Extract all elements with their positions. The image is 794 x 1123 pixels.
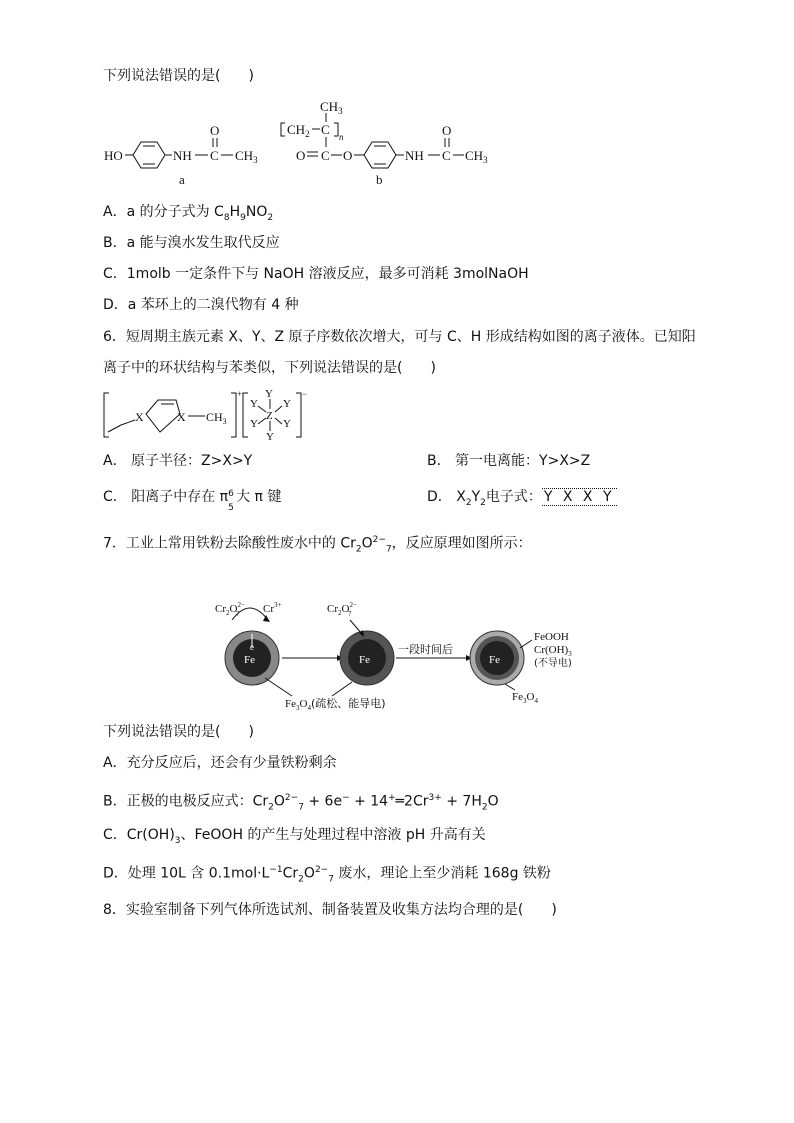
svg-text:(不导电): (不导电) — [534, 658, 572, 669]
cation-charge: + — [237, 389, 243, 399]
anion-z: Z — [266, 410, 273, 422]
svg-text:FeOOH: FeOOH — [534, 631, 569, 643]
q5-stem: 下列说法错误的是( ) — [103, 68, 254, 84]
svg-text:e: e — [250, 642, 254, 652]
cation-x2: X — [177, 410, 186, 424]
q6-option-a[interactable]: A． 原子半径：Z>X>Y — [103, 453, 253, 469]
svg-text:CH3: $CH_3$ — [235, 148, 258, 165]
svg-text:CH2: $CH_2$ — [287, 122, 310, 139]
q7-option-d[interactable]: D．处理 10L 含 $0.1mol\cdot L^{-1}Cr_2O^{2-}_7$ 废水，理论上至少消耗 168g 铁粉 — [103, 865, 551, 885]
a-ho: HO — [104, 148, 123, 163]
cation-ch3: CH — [206, 410, 223, 424]
b-nh: NH — [405, 148, 424, 163]
svg-text:Cr(OH)3: $Cr(OH)_3$ — [534, 644, 572, 658]
cation-x1: X — [135, 410, 144, 424]
q6-option-c[interactable]: C． 阳离子中存在 π 6 5 大 π 键 — [103, 489, 282, 513]
b-n: n — [339, 132, 344, 142]
q5-option-c[interactable]: C．1molb 一定条件下与 NaOH 溶液反应，最多可消耗 3molNaOH — [103, 266, 529, 282]
svg-text:Y: Y — [283, 398, 291, 410]
q6-stem-line2: 离子中的环状结构与苯类似，下列说法错误的是( ) — [103, 360, 436, 376]
a-label: a — [179, 172, 185, 187]
q6-option-d[interactable]: D． $X_2Y_2$电子式： Y X X Y — [427, 489, 615, 508]
svg-text:Cr3+: $Cr^{3+}$ — [263, 601, 282, 615]
svg-text:Y: Y — [266, 431, 274, 443]
svg-text:Fe3O4(疏松、能导电): $Fe_3O_4$(疏松、能导电) — [285, 697, 386, 712]
svg-text:Fe3O4: $Fe_3O_4$ — [512, 691, 538, 705]
b-ch3: CH — [465, 148, 484, 163]
a-ch3: CH — [235, 148, 254, 163]
q7-stem2: 下列说法错误的是( ) — [103, 724, 254, 740]
svg-text:Fe: Fe — [359, 654, 370, 666]
q5-option-a[interactable]: A．a 的分子式为 $C_8H_9NO_2$ — [103, 204, 274, 223]
svg-text:Fe: Fe — [489, 654, 500, 666]
a-c: C — [210, 148, 219, 163]
b-c-ester: C — [321, 148, 330, 163]
b-o-single: O — [343, 148, 353, 163]
b-label: b — [376, 172, 383, 187]
svg-text:CH3: $CH_3$ — [206, 410, 227, 426]
b-c: C — [321, 122, 330, 137]
q5-option-b[interactable]: B．a 能与溴水发生取代反应 — [103, 235, 280, 251]
b-ch3-top: CH — [320, 99, 339, 114]
a-o: O — [210, 123, 220, 138]
b-o2: O — [442, 123, 452, 138]
q7-stem: 7．工业上常用铁粉去除酸性废水中的 $Cr_2O^{2-}_7$，反应原理如图所示： — [103, 535, 532, 555]
arrow-label: 一段时间后 — [398, 643, 453, 656]
lewis-structure: Y X X Y — [543, 489, 615, 505]
svg-text:Cr2O2−7: $Cr_2O^{2-}$ 7 — [327, 601, 357, 618]
q6-stem-line1: 6．短周期主族元素 X、Y、Z 原子序数依次增大，可与 C、H 形成结构如图的离子液体。已知阳 — [103, 329, 696, 345]
svg-text:Fe: Fe — [244, 654, 255, 666]
q7-option-c[interactable]: C．$Cr(OH)_3$、FeOOH 的产生与处理过程中溶液 pH 升高有关 — [103, 827, 486, 846]
b-o-double: O — [296, 148, 306, 163]
b-ch2: CH — [287, 122, 306, 137]
svg-text:Y: Y — [250, 418, 258, 430]
svg-text:CH3: $CH_3$ — [320, 99, 343, 116]
q5-option-d[interactable]: D．a 苯环上的二溴代物有 4 种 — [103, 297, 299, 313]
q7-option-a[interactable]: A．充分反应后，还会有少量铁粉剩余 — [103, 755, 337, 771]
a-nh: NH — [173, 148, 192, 163]
svg-text:Y: Y — [265, 388, 273, 400]
q7-option-b[interactable]: B．正极的电极反应式：$Cr_2O^{2-}_7 + 6e^-$ + $14^+═2Cr^{3+} + 7H_2O$ — [103, 793, 499, 813]
b-c2: C — [442, 148, 451, 163]
svg-text:Cr2O2−7: $Cr_2O^{2-}$ 7 — [215, 601, 245, 618]
q6-option-b[interactable]: B． 第一电离能：Y>X>Z — [427, 453, 591, 469]
anion-charge: − — [302, 389, 308, 399]
q8-stem: 8．实验室制备下列气体所选试剂、制备装置及收集方法均合理的是( ) — [103, 902, 557, 918]
svg-text:CH3: $CH_3$ — [465, 148, 488, 165]
svg-text:Y: Y — [283, 418, 291, 430]
svg-text:Y: Y — [250, 398, 258, 410]
